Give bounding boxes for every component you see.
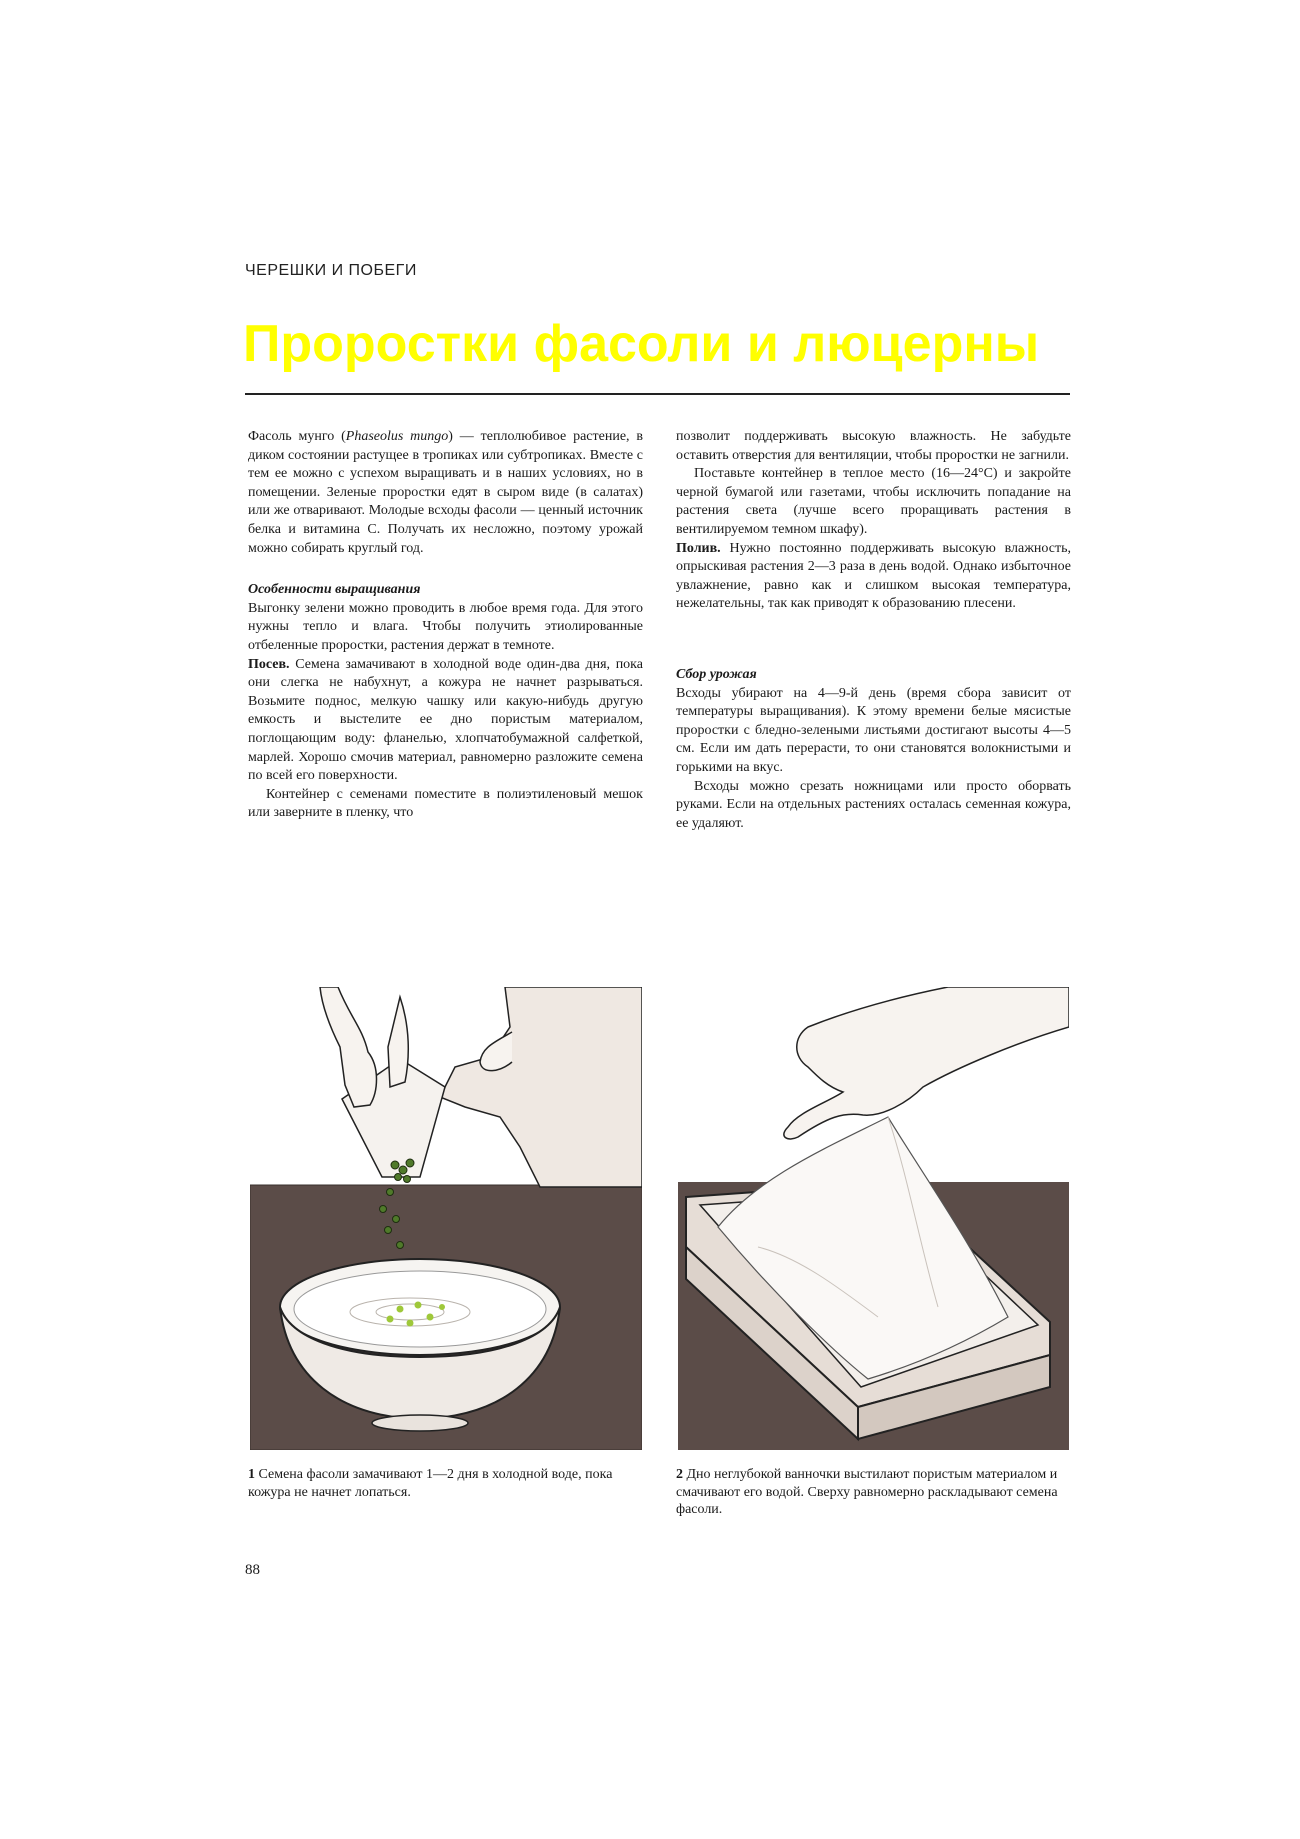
right-column: [676, 428, 1071, 833]
figure-1-caption: 1 Семена фасоли замачивают 1—2 дня в холодной воде, пока кожура не начнет лопаться.: [248, 1467, 613, 1500]
subhead-harvest: Сбор урожая: [676, 666, 757, 682]
latin-name: Phaseolus mungo: [345, 429, 449, 444]
water: [294, 1271, 546, 1347]
sowing-paragraph: Посев. Семена замачивают в холодной воде один-два дня, пока они слегка не набухнут, а кожура не начнет разрываться. Возьмите поднос, мелкую чашку или какую-нибудь другую емкость и выстелите ее дно пористым материалом, поглощающим воду: фланелью, хлопчатобумажной салфеткой, марлей. Хорошо смочив материал, равномерно разложите семена по всей его поверхности.: [248, 656, 643, 784]
subhead-growing: Особенности выращивания: [248, 582, 421, 598]
harvest-paragraph: Всходы убирают на 4—9-й день (время сбора зависит от температуры выращивания). К этому времени белые мясистые проростки с бледно-зелеными листьями достигают высоты 4—5 см. Если им дать перерасти, то они становятся волокнистыми и горькими на вкус.: [676, 685, 1071, 775]
container-paragraph: Контейнер с семенами поместите в полиэтиленовый мешок или заверните в пленку, что: [248, 786, 643, 821]
left-column: [248, 428, 643, 823]
watering-paragraph: Полив. Нужно постоянно поддерживать высокую влажность, опрыскивая растения 2—3 раза в день водой. Однако избыточное увлажнение, равно как и слишком высокая температура, нежелательны, так как приводят к образованию плесени.: [676, 540, 1071, 612]
figure-2-caption: 2 Дно неглубокой ванночки выстилают пористым материалом и смачивают его водой. Сверху равномерно раскладывают семена фасоли.: [676, 1467, 1058, 1517]
page-title: Проростки фасоли и люцерны: [243, 315, 1040, 373]
page-number: 88: [245, 1562, 260, 1578]
continued-paragraph: позволит поддерживать высокую влажность. Не забудьте оставить отверстия для вентиляции, чтобы проростки не загнили.: [676, 429, 1071, 463]
section-label: ЧЕРЕШКИ И ПОБЕГИ: [245, 262, 417, 279]
warm-place-paragraph: Поставьте контейнер в теплое место (16—24°С) и закройте черной бумагой или газетами, чтобы исключить попадание на растения света (лучше всего проращивать растения в вентилируемом темном шкафу).: [676, 466, 1071, 537]
hand: [784, 987, 1069, 1139]
figure-1-illustration: [250, 987, 642, 1450]
figure-2-illustration: [678, 987, 1069, 1450]
intro-paragraph: Фасоль мунго (Phaseolus mungo) — теплолюбивое растение, в диком состоянии растущее в тропиках или субтропиках. Вместе с тем ее можно с успехом выращивать и в наших условиях, но в помещении. Зеленые проростки едят в сыром виде (в салатах) или же отваривают. Молодые всходы фасоли — ценный источник белка и витамина С. Получать их несложно, поэтому урожай можно собирать круглый год.: [248, 429, 643, 556]
sowing-label: Посев.: [248, 656, 290, 672]
title-rule: [245, 393, 1070, 395]
growing-paragraph: Выгонку зелени можно проводить в любое время года. Для этого нужны тепло и влага. Чтобы получить этиолированные отбеленные проростки, растения держат в темноте.: [248, 600, 643, 653]
cutting-paragraph: Всходы можно срезать ножницами или просто оборвать руками. Если на отдельных растениях осталась семенная кожура, ее удаляют.: [676, 778, 1071, 831]
watering-label: Полив.: [676, 540, 721, 556]
